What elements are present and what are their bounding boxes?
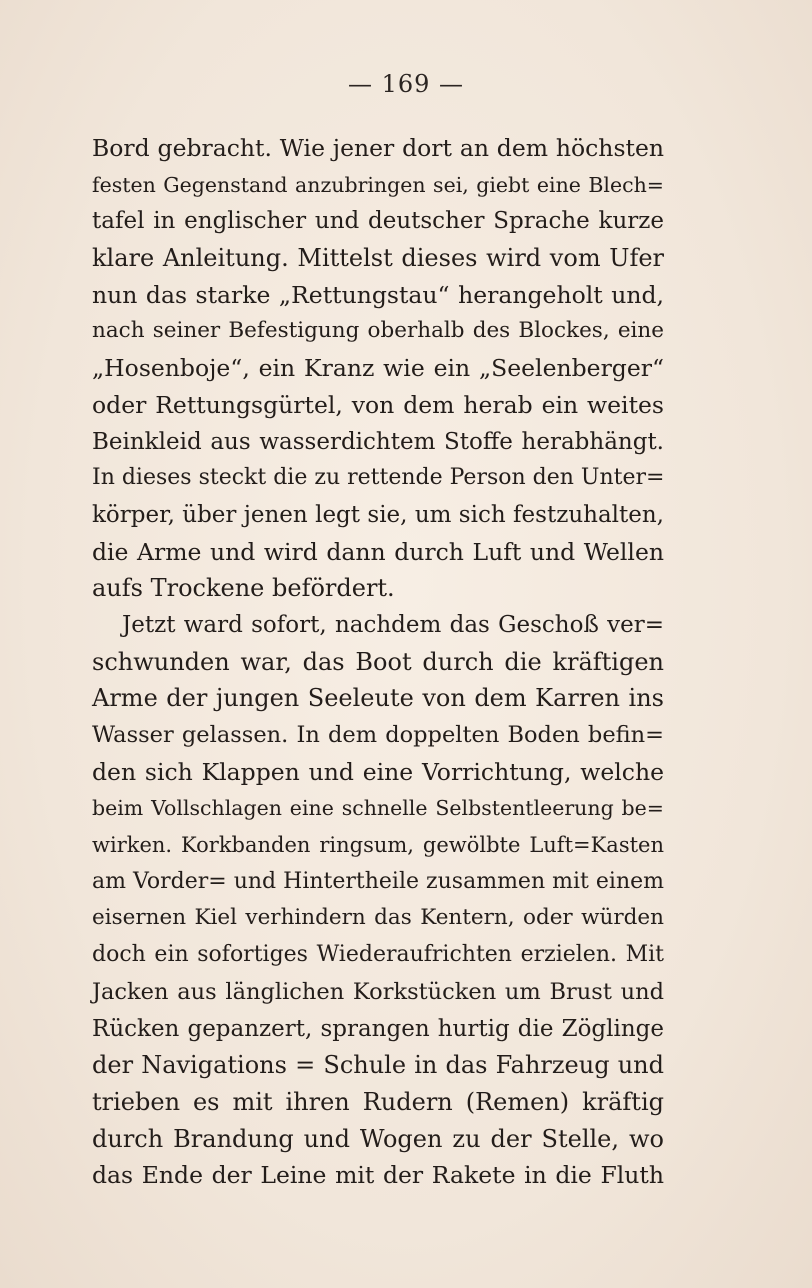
text-line: durch Brandung und Wogen zu der Stelle, wo <box>92 1124 664 1153</box>
text-line: Jacken aus länglichen Korkstücken um Brust und <box>92 978 664 1005</box>
text-line: beim Vollschlagen eine schnelle Selbstentleerung be= <box>92 796 664 821</box>
text-line: nun das starke „Rettungstau“ herangeholt und, <box>92 280 664 309</box>
text-line: Beinkleid aus wasserdichtem Stoffe herabhängt. <box>92 428 664 455</box>
paragraph-end-line: aufs Trockene befördert. <box>92 574 395 603</box>
text-line: die Arme und wird dann durch Luft und Wellen <box>92 537 664 566</box>
text-line: klare Anleitung. Mittelst dieses wird vom Ufer <box>92 244 664 273</box>
text-line: In dieses steckt die zu rettende Person den Unter= <box>92 465 665 491</box>
paragraph-start-line: Jetzt ward sofort, nachdem das Geschoß ver= <box>122 611 664 638</box>
text-line: doch ein sofortiges Wiederaufrichten erzielen. Mit <box>92 942 664 968</box>
text-line: Wasser gelassen. In dem doppelten Boden befin= <box>92 722 664 748</box>
text-line: oder Rettungsgürtel, von dem herab ein weites <box>92 390 664 419</box>
text-line: der Navigations = Schule in das Fahrzeug und <box>92 1051 664 1080</box>
text-line: körper, über jenen legt sie, um sich festzuhalten, <box>92 501 664 528</box>
text-line: eisernen Kiel verhindern das Kentern, oder würden <box>92 905 664 931</box>
text-line: trieben es mit ihren Rudern (Remen) kräftig <box>92 1087 664 1116</box>
page-number: — 169 — <box>347 70 465 98</box>
text-line: schwunden war, das Boot durch die kräftigen <box>92 647 664 676</box>
text-line: am Vorder= und Hintertheile zusammen mit einem <box>92 868 664 894</box>
body-text <box>92 130 664 1194</box>
text-line: Rücken gepanzert, sprangen hurtig die Zöglinge <box>92 1015 664 1042</box>
text-line: tafel in englischer und deutscher Sprache kurze <box>92 208 664 235</box>
text-line: den sich Klappen und eine Vorrichtung, welche <box>92 757 664 786</box>
text-line: Bord gebracht. Wie jener dort an dem höchsten <box>92 134 664 162</box>
text-line: festen Gegenstand anzubringen sei, giebt eine Blech= <box>92 172 664 197</box>
text-line: wirken. Korkbanden ringsum, gewölbte Luft=Kasten <box>92 833 664 858</box>
text-line: Arme der jungen Seeleute von dem Karren ins <box>92 684 664 713</box>
text-line: das Ende der Leine mit der Rakete in die Fluth <box>92 1161 664 1190</box>
text-line: „Hosenboje“, ein Kranz wie ein „Seelenberger“ <box>92 354 664 383</box>
text-line: nach seiner Befestigung oberhalb des Blockes, eine <box>92 318 664 344</box>
